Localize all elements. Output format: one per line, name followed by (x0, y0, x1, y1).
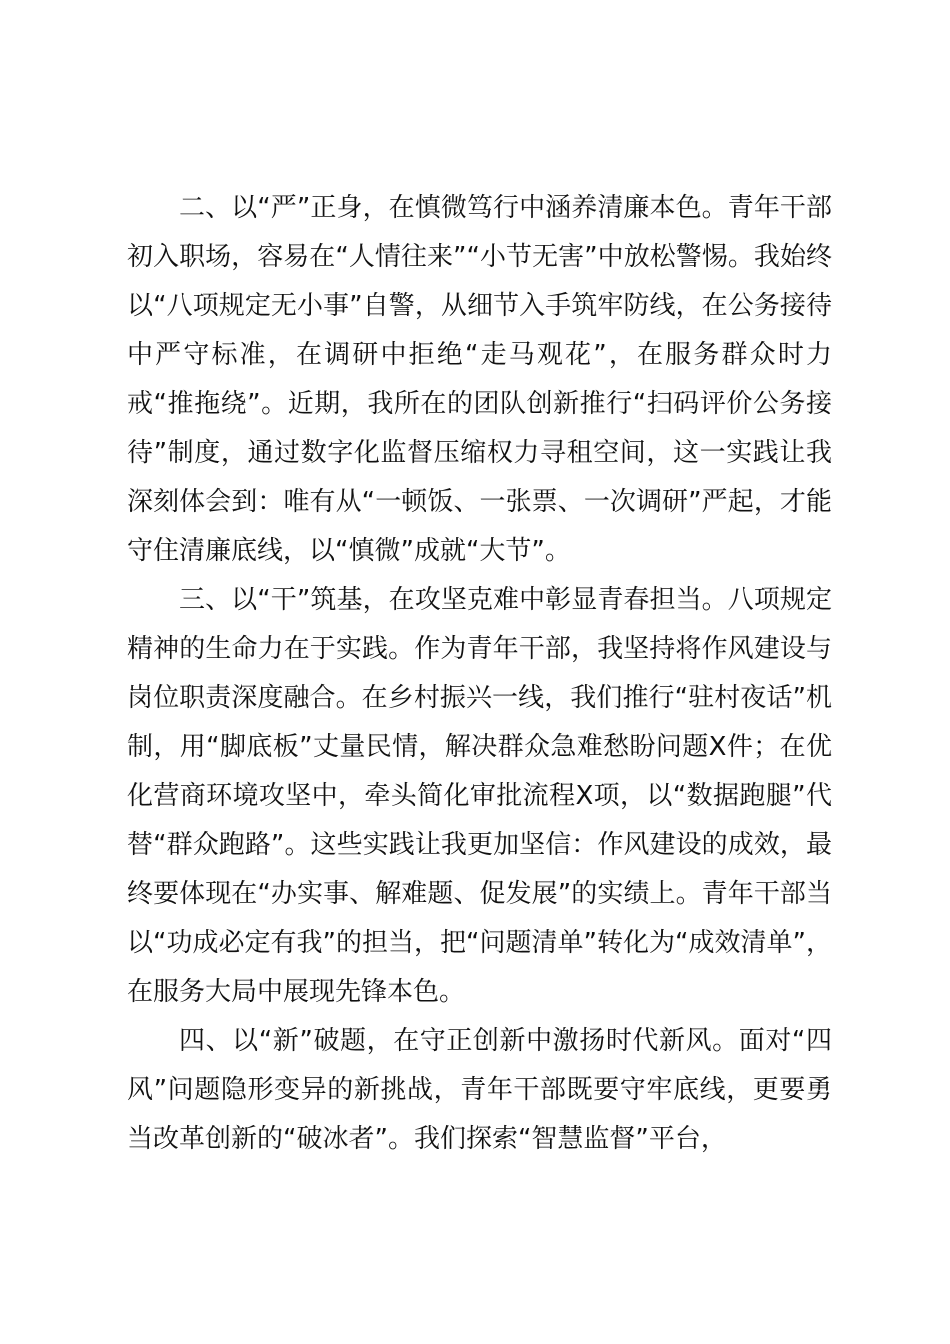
paragraph-section-two: 二、以“严”正身，在慎微笃行中涵养清廉本色。青年干部初入职场，容易在“人情往来”“小节无害”中放松警惕。我始终以“八项规定无小事”自警，从细节入手筑牢防线，在公务接待中严守标准，在调研中拒绝“走马观花”，在服务群众时力戒“推拖绕”。近期，我所在的团队创新推行“扫码评价公务接待”制度，通过数字化监督压缩权力寻租空间，这一实践让我深刻体会到：唯有从“一顿饭、一张票、一次调研”严起，才能守住清廉底线，以“慎微”成就“大节”。 (127, 193, 832, 566)
paragraph-section-three: 三、以“干”筑基，在攻坚克难中彰显青春担当。八项规定精神的生命力在于实践。作为青年干部，我坚持将作风建设与岗位职责深度融合。在乡村振兴一线，我们推行“驻村夜话”机制，用“脚底板”丈量民情，解决群众急难愁盼问题X件；在优化营商环境攻坚中，牵头简化审批流程X项，以“数据跑腿”代替“群众跑路”。这些实践让我更加坚信：作风建设的成效，最终要体现在“办实事、解难题、促发展”的实绩上。青年干部当以“功成必定有我”的担当，把“问题清单”转化为“成效清单”，在服务大局中展现先锋本色。 (127, 585, 832, 1007)
paragraph-section-four: 四、以“新”破题，在守正创新中激扬时代新风。面对“四风”问题隐形变异的新挑战，青年干部既要守牢底线，更要勇当改革创新的“破冰者”。我们探索“智慧监督”平台， (127, 1026, 832, 1154)
document-body (127, 184, 832, 1164)
